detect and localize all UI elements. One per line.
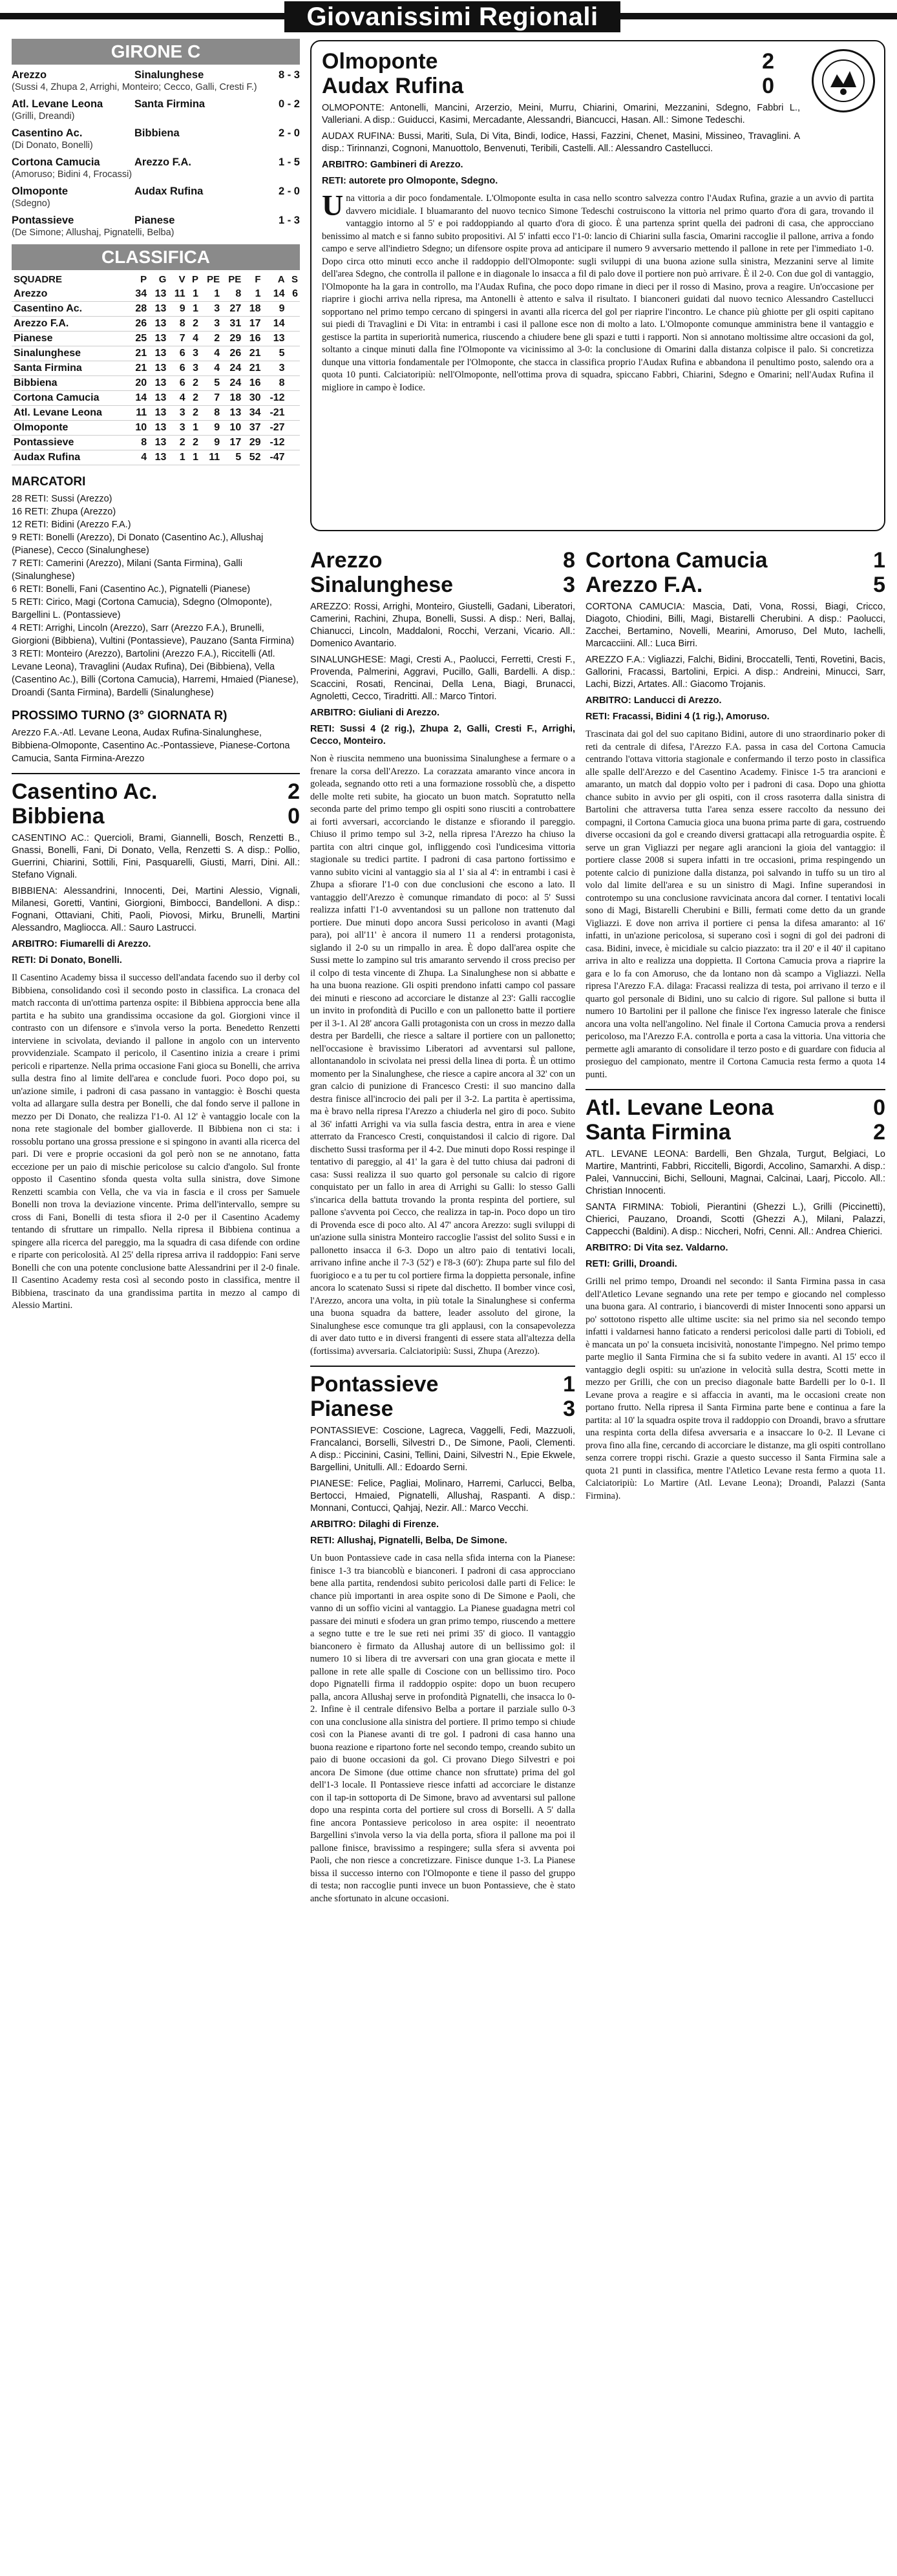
result-row — [12, 156, 300, 169]
table-cell: 2 — [187, 391, 200, 406]
table-cell: -12 — [263, 436, 287, 450]
table-cell: 9 — [200, 436, 222, 450]
table-cell: 16 — [243, 376, 262, 391]
match-header-audax — [322, 74, 774, 98]
article-body: Non è riuscita nemmeno una buonissima Sinalunghese a fermare o a frenare la corsa dell'Arezzo. La corazzata amaranto vince ancora in goleada, segnando otto reti a una formazione rossoblù che, a dispetto delle molte reti subite, ha giocato un buon match. Sopratutto nella seconda parte del primo tempo gli ospiti sono riusciti a controbattere ai forti avversari, accorciando le distanze e sfiorando il pareggio. Chiuso il primo tempo sul 3-2, nella ripresa l'Arezzo ha chiuso la partita con altri cinque gol, infliggendo così l'undicesima vittoria stagionale su tredici partite. I padroni di casa partono fortissimo e vanno subito vicini al vantaggio sia al 1' sia al 4': in entrambi i casi è Zhupa a sfiorare l'1-0 con due conclusioni che escono a lato. Il vantaggio dell'Arezzo è comunque rimandato di poco: al 5' Sussi realizza infatti l'1-0 avventandosi su un pallone non trattenuto dal portiere. Due minuti dopo ancora Sussi pericoloso in avanti (Magi para), poi all'11' è ancora il numero 11 a rendersi protagonista, siglando il 2-0 su un rimpallo in area. È dopo dall'area ospite che Sussi mette lo zampino sul tris amaranto servendo il cross preciso per il colpo di testa vincente di Zhupa. La Sinalunghese non si abbatte e ha una buona reazione. Gli ospiti prendono infatti campo col passare dei minuti e riescono ad accorciare le distanze al 23': Galli raccoglie un invito in profondità di Pucillo e con un pallonetto batte il portiere per il 3-1. Al 28' ancora Galli protagonista con un cross in mezzo dalla destra per Bardelli, che riesce a saltare il portiere con un pallonetto; nell'occasione è bravissimo Liberatori ad avventarsi sul pallone, allontanandolo in scivolata nei pressi della linea di porta. È un ottimo momento per la Sinalunghese, che riesce a capire ancora al 32' con un gran calcio di punizione di Francesco Cresti: il suo mancino dalla destra finisce all'incrocio dei pali per il 3-2. La partita è apertissima, ma è bravo nella ripresa l'Arezzo a chiuderla nel giro di poco. Subito al 36' infatti Arrighi va via sulla fascia destra, entra in area e viene atterrato da Francesco Cresti, conquistandosi il calcio di rigore. Dal dischetto Sussi trasforma per il 4-2. Due minuti dopo Rossi respinge il tentativo di pareggio, al 41' la gara è del tutto chiusa dai padroni di casa: Sussi realizza il suo quarto gol personale su calcio di rigore conquistato per un fallo in area di Arrighi su Galli: lo stesso Galli s'incarica della battuta trovando la pronta respinta del portiere, sul pallone s'avventa poi Cecco, che realizza in tap-in. Poco dopo un tiro di Provenda esce di poco alto. Al 47' ancora Arezzo: sugli sviluppi di un'azione sulla sinistra Monteiro raccoglie l'assist del solito Sussi e in pallonetto insacca il 6-3. Dopo un altro paio di tentativi locali, arrivano infine anche il 7-3 (52') e l'8-3 (60'): Zhupa parte sul filo del fuorigioco e a tu per tu col portiere firma la doppietta personale, infine ancora lo scatenato Sussi si ripete dal dischetto. Il bomber vince così, l'Arezzo, ancora una volta, in più totale la Sinalunghese si conferma una buona squadra da battere, leader assoluto del girone, la Sinalunghese esce comunque tra gli applausi, con la consapevolezza di aver dato tutto e in diversi frangenti di essere stata all'altezza della (fortissima) avversaria. Calciatoripiù: Sussi, Zhupa (Arezzo). — [310, 754, 575, 1357]
lineup-home: CORTONA CAMUCIA: Mascia, Dati, Vona, Rossi, Biagi, Cricco, Diagoto, Chiodini, Billi, Magi, Bistarelli Cherubini. A disp.: Paolucci, Zacchei, Bertamino, Novelli, Mearini, Amoruso, Del Muto, Iachelli, Marcacciini. All.: Luca Birri. — [586, 602, 885, 649]
result-away: Arezzo F.A. — [134, 156, 192, 168]
table-cell: 18 — [243, 302, 262, 317]
table-cell: 9 — [168, 302, 187, 317]
column-left — [12, 39, 300, 1313]
table-cell: 13 — [149, 391, 168, 406]
table-cell: 14 — [129, 391, 149, 406]
standings-header — [12, 273, 300, 287]
home-team: Atl. Levane Leona — [586, 1095, 774, 1120]
standings-header-cell: P — [191, 274, 198, 285]
table-cell: 4 — [187, 332, 200, 346]
table-cell: 8 — [200, 406, 222, 421]
standings-header-cell: PE — [207, 274, 220, 285]
table-cell: Casentino Ac. — [12, 302, 129, 317]
result-score: 1 - 3 — [278, 215, 300, 226]
classifica-title: CLASSIFICA — [12, 244, 300, 270]
away-score: 0 — [288, 804, 300, 829]
table-cell: 2 — [200, 332, 222, 346]
result-row — [12, 69, 300, 81]
result-away: Bibbiena — [134, 127, 180, 139]
lineup-home: PONTASSIEVE: Coscione, Lagreca, Vaggelli, Fedi, Mazzuoli, Francalanci, Borselli, Silvestri D., De Simone, Paoli, Clementi. A disp.: Piccinini, Casini, Tellini, Daini, Silvestri N., Epie Ekwele, Bargellini, Unitulli. All.: Edoardo Serni. — [310, 1426, 575, 1473]
result-away: Pianese — [134, 215, 175, 226]
banner-title: Giovanissimi Regionali — [284, 1, 620, 32]
scorer-line: 16 RETI: Zhupa (Arezzo) — [12, 507, 116, 517]
home-team: Arezzo — [310, 548, 383, 573]
goals: RETI: Di Donato, Bonelli. — [12, 955, 122, 966]
table-cell: 21 — [129, 346, 149, 361]
table-cell: 10 — [222, 421, 243, 436]
match-header-pianese — [310, 1397, 575, 1421]
table-cell: 4 — [129, 450, 149, 465]
article-body: Una vittoria a dir poco fondamentale. L'Olmoponte esulta in casa nello scontro salvezza contro l'Audax Rufina, grazie a un avvio di partita davvero micidiale. I bluamaranto del nuovo tecnico Simone Tedeschi costruiscono la vittoria nel primo quarto d'ora di gara, trovando il vantaggio intorno al 5' e poi raddoppiando al quarto d'ora di gioco. È una partenza sprint quella dei padroni di casa, che approcciano benissimo al match e si fanno subito propositivi. Al 5' infatti ecco l'1-0: lancio di Chiarini sulla fascia, Omarini raccoglie il pallone, arriva a fondo campo e serve all'indietro Sdegno; un difensore ospite prova ad anticipare il numero 9 avversario mettendo il pallone in rete per l'immediato 1-0. Dopo circa otto minuti ecco anche il raddoppio dell'Olmoponte: sugli sviluppi di una buona azione sulla sinistra, Mezzanini serve al limite dell'area Sdegno, che controlla il pallone e in diagonale lo insacca a fil di palo dove il portiere non può arrivare. È il 2-0. Con due gol di vantaggio, l'Olmoponte ha la gara in controllo, ma l'Audax Rufina, che poco dopo rimane in dieci per il rosso di Masino, prova a reagire. Un'occasione per riaprire i giochi arriva nella ripresa, ma Antonelli è attento e salva il risultato. I bianconeri guidati dal nuovo tecnico Alessandro Castellucci sopportano nel primo tempo cercano di spingersi in avanti alla ricerca del gol per riaprire l'incontro. Le chance più ghiotte per gli ospiti capitano sui piedi di Travaglini e Di Vita: in entrambi i casi il pallone esce non di molto a lato. L'Olmoponte comunque amministra bene il vantaggio e gestisce la partita in superiorità numerica, riuscendo a chiudere bene gli spazi e tutti i rapporti. Non si annotano moltissime altre occasioni da gol, soltanto a cinque minuti dalla fine l'Olmoponte va vicinissimo al 3-0: la conclusione di Omarini dalla distanza colpisce il palo. Si concretizza dunque una vittoria fondamentale per l'Olmoponte, che stacca in classifica proprio l'Audax Rufina e abbandona il penultimo posto, salendo ora a quota 10 punti. Calciatoripiù: nell'Olmoponte, nell'ottima prova di squadra, spiccano Fabbri, Chiarini, Sdegno e Omarini; nell'Audax Rufina il migliore in campo è Iodice. — [322, 189, 874, 393]
table-cell: 11 — [200, 450, 222, 465]
standings-header-cell: V — [178, 274, 185, 285]
table-row — [12, 302, 300, 317]
lineup-home: OLMOPONTE: Antonelli, Mancini, Arzerzio, Meini, Murru, Chiarini, Omarini, Mezzanini, Sdegno, Fabbri L., Valleriani. A disp.: Guiducci, Kasimi, Mercadante, Alessandri, Biancucci, Hasan. All.: Simone Tedeschi. — [322, 103, 800, 125]
table-cell: 8 — [222, 287, 243, 302]
home-team: Pontassieve — [310, 1372, 439, 1397]
divider — [310, 1366, 575, 1367]
table-cell: 4 — [200, 361, 222, 376]
goals: RETI: Sussi 4 (2 rig.), Zhupa 2, Galli, Cresti F., Arrighi, Cecco, Monteiro. — [310, 724, 575, 746]
table-cell: 1 — [200, 287, 222, 302]
table-row — [12, 346, 300, 361]
scorer-line: 28 RETI: Sussi (Arezzo) — [12, 494, 112, 504]
standings-header-cell: P — [140, 274, 147, 285]
scorer-line: 6 RETI: Bonelli, Fani (Casentino Ac.), Pignatelli (Pianese) — [12, 584, 251, 595]
table-cell: 21 — [129, 361, 149, 376]
table-cell: -27 — [263, 421, 287, 436]
table-cell: 1 — [243, 287, 262, 302]
table-cell: 17 — [243, 317, 262, 332]
table-row — [12, 361, 300, 376]
result-home: Casentino Ac. — [12, 127, 83, 139]
lineup-home: CASENTINO AC.: Quercioli, Brami, Giannelli, Bosch, Renzetti B., Gnassi, Bonelli, Fani, Di Donato, Vella, Renzetti S. A disp.: Pollio, Guerrini, Chiarini, Sottili, Fini, Pasquarelli, Giusti, Marri, Dini. All.: Stefano Vignali. — [12, 833, 300, 880]
article-body: Un buon Pontassieve cade in casa nella sfida interna con la Pianese: finisce 1-3 tra biancoblù e bianconeri. I padroni di casa approcciano bene alla partita, rendendosi subito pericolosi dalle parti di Felice: le chance più importanti in area ospite sono di De Simone e Paoli, che vanno di un soffio vicini al vantaggio. La Pianese guadagna metri col passare dei minuti e sfodera un gran primo tempo, riuscendo a mettere a segno tutte e tre le sue reti nei primi 35' di gioco. Il vantaggio bianconero è firmato da Allushaj autore di un bellissimo gol: il numero 10 si libera di tre avversari con una gran giocata e mette il pallone in rete alle spalle di Coscione con un bellissimo tiro. Poco dopo Pignatelli firma il raddoppio ospite: dopo un buon recupero palla, ancora Allushaj serve in profondità Pignatelli, che insacca lo 0-2. Infine è il centrale difensivo Belba a portare il parziale sullo 0-3 con una conclusione alla sinistra del portiere. Il primo tempo si chiude così con la Pianese avanti di tre gol. I padroni di casa hanno una buona reazione e ripartono forte nel secondo tempo, creando subito un paio di buone occasioni da gol. Ci provano Diego Silvestri e poi ancora De Simone (due ottime chance non sfruttate) prima del gol dell'1-3 locale. Il Pontassieve riesce infatti ad accorciare le distanze con il tap-in sottoporta di De Simone, bravo ad avventarsi sul pallone dopo una respinta corta del portiere sul cross di Borselli. A 5' dalla fine ancora Pontassieve pericoloso in area ospite: il neoentrato Bargellini s'invola verso la via della porta, sfiora il pallone ma poi il pallone finisce, bravissimo a respingere; sulla sfera si avventa poi Paoli, che non riesce a concretizzare. Finisce dunque 1-3. La Pianese bissa il successo interno con l'Olmoponte e tiene il passo del gruppo di testa; non raccoglie punti invece un buon Pontassieve, che è stato anche sfortunato in alcune occasioni. — [310, 1553, 575, 1904]
away-score: 3 — [563, 573, 575, 597]
table-cell: 2 — [187, 406, 200, 421]
scorer-line: 9 RETI: Bonelli (Arezzo), Di Donato (Casentino Ac.), Allushaj (Pianese), Cecco (Sinalunghese) — [12, 533, 264, 556]
away-team: Pianese — [310, 1397, 394, 1421]
result-away: Audax Rufina — [134, 185, 204, 197]
table-row — [12, 317, 300, 332]
match-header-levane — [586, 1095, 885, 1120]
table-cell: 5 — [200, 376, 222, 391]
goals: RETI: Allushaj, Pignatelli, Belba, De Simone. — [310, 1536, 507, 1546]
result-scorers: (Di Donato, Bonelli) — [12, 140, 93, 151]
table-cell: 11 — [168, 287, 187, 302]
standings-header-cell: S — [291, 274, 298, 285]
match-header-pontassieve — [310, 1372, 575, 1397]
table-cell: 24 — [222, 376, 243, 391]
result-row — [12, 185, 300, 198]
result-home: Arezzo — [12, 69, 47, 81]
goals: RETI: Grilli, Droandi. — [586, 1259, 677, 1269]
article-body: Grilli nel primo tempo, Droandi nel secondo: il Santa Firmina passa in casa dell'Atletico Levane segnando una rete per tempo e giocando nel complesso una buona gara. Al contrario, i biancoverdi di mister Innocenti sono apparsi un po' sottotono rispetto alle ultime uscite: sia nel primo sia nel secondo tempo infatti i valdarnesi hanno faticato a rendersi pericolosi dalle parti di Tobioli, ed è mancata un po' la consueta incisività, nonostante l'impegno. Nel primo tempo parte meglio il Santa Firmina che si fa subito vedere in avanti. Al 15' ecco il vantaggio degli ospiti: su un'azione in velocità sulla destra, Scotti mette in mezzo per Grilli, che con un preciso diagonale batte Bardelli per lo 0-1. Il Levane prova a reagire e si affaccia in avanti, ma le occasioni create non portano frutto. Nella ripresa il Santa Firmina parte bene e continua a fare la partita: al 10' la squadra ospite trova il raddoppio con Droandi, bravo a sfruttare una respinta corta della difesa avversaria e a insaccare lo 0-2. Il Levane ci prova fino alla fine, cercando di accorciare le distanze, ma gli ospiti controllano senza correre troppi rischi. Grazie a questo successo il Santa Firmina sale a quota 21 punti in classifica, mentre l'Atletico Levane resta fermo a quota 11. Calciatoripiù: Lo Martire (Atl. Levane Leona); Droandi, Palazzi (Santa Firmina). — [586, 1276, 885, 1501]
referee: ARBITRO: Giuliani di Arezzo. — [310, 708, 440, 718]
lineup-home: AREZZO: Rossi, Arrighi, Monteiro, Giustelli, Gadani, Liberatori, Camerini, Rachini, Zhupa, Bonelli, Sussi. A disp.: Neri, Ballaj, Chianucci, Lincoln, Maddaloni, Rocchi, Verzani, Vicario. All.: Domenico Avantario. — [310, 602, 575, 649]
table-cell: 3 — [187, 361, 200, 376]
table-cell: 26 — [129, 317, 149, 332]
home-team: Casentino Ac. — [12, 779, 158, 804]
table-cell: 3 — [200, 302, 222, 317]
table-cell: 4 — [200, 346, 222, 361]
result-score: 2 - 0 — [278, 127, 300, 139]
table-cell: 4 — [168, 391, 187, 406]
table-cell: Olmoponte — [12, 421, 129, 436]
result-scorers: (Grilli, Dreandi) — [12, 111, 75, 121]
table-cell: 13 — [149, 332, 168, 346]
home-score: 1 — [563, 1372, 575, 1397]
lineup-away: SANTA FIRMINA: Tobioli, Pierantini (Ghezzi L.), Grilli (Piccinetti), Chierici, Pauzano, Droandi, Scotti (Ghezzi A.), Milani, Palazzi, Cappecchi (Baldini). A disp.: Niccheri, Nofri, Cenni. All.: Andrea Chierici. — [586, 1202, 885, 1237]
table-cell — [287, 332, 300, 346]
table-cell: 11 — [129, 406, 149, 421]
table-cell: -12 — [263, 391, 287, 406]
result-scorers: (De Simone; Allushaj, Pignatelli, Belba) — [12, 227, 174, 238]
scorers-list — [12, 492, 300, 699]
table-cell: 1 — [187, 421, 200, 436]
referee: ARBITRO: Landucci di Arezzo. — [586, 695, 722, 706]
result-home: Atl. Levane Leona — [12, 98, 103, 110]
result-away: Sinalunghese — [134, 69, 204, 81]
table-cell: 8 — [168, 317, 187, 332]
away-score: 3 — [563, 1397, 575, 1421]
result-row — [12, 214, 300, 227]
result-home: Cortona Camucia — [12, 156, 100, 168]
table-cell — [287, 406, 300, 421]
table-cell: Pontassieve — [12, 436, 129, 450]
away-score: 5 — [873, 573, 885, 597]
referee: ARBITRO: Gambineri di Arezzo. — [322, 160, 463, 170]
table-cell: 9 — [200, 421, 222, 436]
table-cell: 8 — [263, 376, 287, 391]
table-row — [12, 287, 300, 302]
scorer-line: 3 RETI: Monteiro (Arezzo), Bartolini (Arezzo F.A.), Riccitelli (Atl. Levane Leona), Travaglini (Audax Rufina), Dei (Bibbiena), Vella (Casentino Ac.), Billi (Cortona Camucia), Harremi, Hmaied (Pianese), Droandi (Santa Firmina), Bardelli (Sinalunghese) — [12, 649, 299, 698]
away-team: Sinalunghese — [310, 573, 454, 597]
table-cell: 1 — [187, 450, 200, 465]
table-cell: 5 — [222, 450, 243, 465]
lineup-away: AUDAX RUFINA: Bussi, Mariti, Sula, Di Vita, Bindi, Iodice, Hassi, Fazzini, Chenet, Masini, Missineo, Travaglini. A disp.: Tirinnanzi, Cognoni, Manuottolo, Benvenuti, Teribili, Castelli. All.: Alessandro Castellucci. — [322, 131, 800, 154]
result-row — [12, 98, 300, 111]
table-row — [12, 450, 300, 465]
table-cell: 37 — [243, 421, 262, 436]
goals: RETI: Fracassi, Bidini 4 (1 rig.), Amoruso. — [586, 712, 770, 722]
table-cell: 31 — [222, 317, 243, 332]
table-cell: Sinalunghese — [12, 346, 129, 361]
results-list — [12, 69, 300, 239]
table-cell: 1 — [187, 302, 200, 317]
result-row — [12, 127, 300, 140]
table-cell: 7 — [200, 391, 222, 406]
match-header-bibbiena — [12, 804, 300, 829]
table-cell: 2 — [187, 317, 200, 332]
home-team: Olmoponte — [322, 49, 438, 74]
away-team: Santa Firmina — [586, 1120, 731, 1145]
result-home: Pontassieve — [12, 215, 74, 226]
lineup-home: ATL. LEVANE LEONA: Bardelli, Ben Ghzala, Turgut, Belgiaci, Lo Martire, Mantrinti, Fabbri, Riccitelli, Bigordi, Accolino, Samarxhi. A disp.: Palei, Vannuccini, Bichi, Sellouni, Magnai, Calcinai, Laarj, Piccolo. All.: Christian Innocenti. — [586, 1149, 885, 1196]
table-cell — [287, 376, 300, 391]
table-cell: 2 — [187, 376, 200, 391]
table-cell: 13 — [149, 346, 168, 361]
home-score: 0 — [873, 1095, 885, 1120]
table-cell: Bibbiena — [12, 376, 129, 391]
lineup-away: PIANESE: Felice, Pagliai, Molinaro, Harremi, Carlucci, Belba, Bertocci, Hmaied, Pignatelli, Allushaj, Raspanti. A disp.: Monnani, Contucci, Qahjaj, Nezir. All.: Marco Vecchi. — [310, 1479, 575, 1514]
table-cell: 34 — [243, 406, 262, 421]
table-cell: 13 — [149, 302, 168, 317]
table-cell: 2 — [187, 436, 200, 450]
table-cell: 29 — [222, 332, 243, 346]
table-cell: 13 — [222, 406, 243, 421]
table-cell: 13 — [149, 376, 168, 391]
away-team: Bibbiena — [12, 804, 105, 829]
table-cell: 3 — [263, 361, 287, 376]
table-cell: Atl. Levane Leona — [12, 406, 129, 421]
lineup-away: SINALUNGHESE: Magi, Cresti A., Paolucci, Ferretti, Cresti F., Provenda, Palmerini, Aggravi, Pucillo, Galli, Bardelli. A disp.: Scaccini, Rosati, Rencinai, Della Lena, Biagi, Brunacci, Agnoletti, Cecco, Tiradritti. All.: Marco Tintori. — [310, 655, 575, 702]
table-cell: 10 — [129, 421, 149, 436]
match-header-sinalunghese — [310, 573, 575, 597]
table-row — [12, 421, 300, 436]
table-cell: 21 — [243, 346, 262, 361]
table-cell — [287, 450, 300, 465]
match-header-arezzo-fa — [586, 573, 885, 597]
column-right — [586, 548, 885, 1503]
prossimo-text: Arezzo F.A.-Atl. Levane Leona, Audax Rufina-Sinalunghese, Bibbiena-Olmoponte, Casentino Ac.-Pontassieve, Pianese-Cortona Camucia, Santa Firmina-Arezzo — [12, 728, 290, 764]
table-cell: 14 — [263, 317, 287, 332]
home-score: 2 — [288, 779, 300, 804]
divider — [586, 1089, 885, 1090]
goals: RETI: autorete pro Olmoponte, Sdegno. — [322, 176, 498, 186]
match-header-santa-firmina — [586, 1120, 885, 1145]
scorer-line: 12 RETI: Bidini (Arezzo F.A.) — [12, 520, 131, 530]
home-score: 2 — [762, 49, 774, 74]
table-cell: 27 — [222, 302, 243, 317]
divider — [12, 773, 300, 774]
standings-header-cell: G — [158, 274, 167, 285]
table-cell: 24 — [222, 361, 243, 376]
match-header-casentino — [12, 779, 300, 804]
club-logo-icon — [812, 49, 875, 112]
table-cell: 13 — [149, 361, 168, 376]
table-cell: 20 — [129, 376, 149, 391]
marcatori-title: MARCATORI — [12, 475, 86, 489]
table-cell: 8 — [129, 436, 149, 450]
result-scorers: (Amoruso; Bidini 4, Frocassi) — [12, 169, 132, 180]
section-banner — [0, 0, 897, 34]
referee: ARBITRO: Di Vita sez. Valdarno. — [586, 1243, 728, 1253]
table-cell: 13 — [149, 436, 168, 450]
lineup-away: AREZZO F.A.: Vigliazzi, Falchi, Bidini, Broccatelli, Tenti, Rovetini, Bacis, Gallorini, Fracassi, Bartolini, Erpici. A disp.: Andreini, Minucci, Sarr, Lachi, Bizzi, Artates. All.: Giacomo Trojanis. — [586, 655, 885, 690]
table-cell: 2 — [168, 436, 187, 450]
table-cell — [287, 317, 300, 332]
table-cell: 6 — [168, 361, 187, 376]
table-cell: 18 — [222, 391, 243, 406]
result-score: 1 - 5 — [278, 156, 300, 168]
match-header-olmoponte — [322, 49, 774, 74]
table-cell: -21 — [263, 406, 287, 421]
table-cell: 13 — [149, 450, 168, 465]
column-middle — [310, 548, 575, 1905]
table-cell: 5 — [263, 346, 287, 361]
table-cell: 28 — [129, 302, 149, 317]
table-cell: 3 — [187, 346, 200, 361]
table-cell: 3 — [200, 317, 222, 332]
away-score: 0 — [762, 74, 774, 98]
table-row — [12, 406, 300, 421]
table-cell — [287, 361, 300, 376]
table-row — [12, 436, 300, 450]
table-cell: 13 — [263, 332, 287, 346]
table-cell: 14 — [263, 287, 287, 302]
table-cell: 17 — [222, 436, 243, 450]
table-cell: 1 — [168, 450, 187, 465]
home-score: 8 — [563, 548, 575, 573]
table-cell: -47 — [263, 450, 287, 465]
table-cell: Santa Firmina — [12, 361, 129, 376]
home-score: 1 — [873, 548, 885, 573]
article-body: Il Casentino Academy bissa il successo dell'andata facendo suo il derby col Bibbiena, consolidando così il secondo posto in classifica. La cronaca del match racconta di un'ottima partenza ospite: il Bibbiena approccia bene alla partita e ha subito una grandissima occasione da gol. Giorgioni vince il contrasto con un difensore e s'invola verso la porta. Benedetto Renzetti interviene in scivolata, deviando il pallone in angolo con un intervento provvidenziale. Scampato il pericolo, il Casentino inizia a creare i primi pericoli e ripartenze. Nella prima occasione Fani gioca su Bonelli, che arriva sulla destra fino al limite dell'area e conclude fuori. Poco dopo poi, su un'azione simile, i padroni di casa passano in vantaggio: è Boschi questa volta ad allargare sulla destra per Bonelli, che dal fondo serve il pallone in mezzo per Di Donato, che realizza l'1-0. Al 12' è vantaggio locale con la nona rete stagionale del bomber gialloverde. Il Bibbiena non ci sta: i rossoblu portano una grossa pressione e si spingono in avanti alla ricerca del pari. Di vere e proprie occasioni da gol però non se ne annotano, fatta eccezione per un paio di mischie pericolose su calcio d'angolo. Sul fronte opposto il Casentino sfonda questa volta sulla sinistra, dove Simone Renzetti scambia con Vella, che va via in fascia e il cross per Samuele Bonelli non trova la deviazione vincente. Prima dell'intervallo, sempre su cross di Fani, Bonelli di testa sfiora il 2-0 per il Casentino Academy tentando di sfruttare un rimpallo. Nella ripresa il Bibbiena continua a spingere alla ricerca del pareggio, ma la squadra di casa difende con ordine e riparte con pericolosità. Al 25' della ripresa arriva il raddoppio: Fani serve Bonelli che con una potente conclusione batte Alessandrini per il 2-0 finale. Il Casentino Academy resta così al secondo posto in classifica, mentre il Bibbiena, trascinato da una grandissima partita in mezzo al campo di Alessio Martini. — [12, 973, 300, 1311]
table-cell — [287, 391, 300, 406]
table-cell — [287, 421, 300, 436]
scorer-line: 7 RETI: Camerini (Arezzo), Milani (Santa Firmina), Galli (Sinalunghese) — [12, 558, 242, 582]
table-cell: 13 — [149, 406, 168, 421]
table-cell: Pianese — [12, 332, 129, 346]
standings-table — [12, 273, 300, 465]
standings-header-cell: PE — [228, 274, 242, 285]
table-cell: 25 — [129, 332, 149, 346]
standings-header-cell: F — [255, 274, 261, 285]
standings-body — [12, 287, 300, 465]
girone-title: GIRONE C — [12, 39, 300, 65]
prossimo-title: PROSSIMO TURNO (3° GIORNATA R) — [12, 709, 227, 723]
result-score: 8 - 3 — [278, 69, 300, 81]
result-away: Santa Firmina — [134, 98, 206, 110]
result-scorers: (Sussi 4, Zhupa 2, Arrighi, Monteiro; Cecco, Galli, Cresti F.) — [12, 82, 257, 92]
table-cell: Cortona Camucia — [12, 391, 129, 406]
table-cell: 6 — [168, 376, 187, 391]
result-home: Olmoponte — [12, 185, 69, 197]
scorer-line: 4 RETI: Arrighi, Lincoln (Arezzo), Sarr (Arezzo F.A.), Brunelli, Giorgioni (Bibbiena), Vultini (Pontassieve), Pauzano (Santa Firmina) — [12, 623, 295, 646]
table-cell: 34 — [129, 287, 149, 302]
home-team: Cortona Camucia — [586, 548, 768, 573]
table-cell: 1 — [187, 287, 200, 302]
standings-header-cell: A — [277, 274, 285, 285]
table-cell: Arezzo — [12, 287, 129, 302]
table-cell: 7 — [168, 332, 187, 346]
away-score: 2 — [873, 1120, 885, 1145]
table-cell: 13 — [149, 317, 168, 332]
table-cell: 29 — [243, 436, 262, 450]
table-cell: 21 — [243, 361, 262, 376]
scorer-line: 5 RETI: Cirico, Magi (Cortona Camucia), Sdegno (Olmoponte), Bargellini L. (Pontassieve) — [12, 597, 272, 620]
table-row — [12, 391, 300, 406]
table-cell: 13 — [149, 287, 168, 302]
table-cell: 13 — [149, 421, 168, 436]
table-cell: Audax Rufina — [12, 450, 129, 465]
referee: ARBITRO: Fiumarelli di Arezzo. — [12, 939, 151, 949]
table-cell: 16 — [243, 332, 262, 346]
table-cell: 3 — [168, 421, 187, 436]
lineup-away: BIBBIENA: Alessandrini, Innocenti, Dei, Martini Alessio, Vignali, Milanesi, Goretti, Vantini, Giorgioni, Bimbocci, Bandelloni. A disp.: Fognani, Ottaviani, Chiti, Paoli, Piovosi, Mirku, Brunelli, Martini Alessandro, Magliocca. All.: Sauro Lastrucci. — [12, 886, 300, 933]
away-team: Arezzo F.A. — [586, 573, 703, 597]
table-cell: Arezzo F.A. — [12, 317, 129, 332]
table-cell: 26 — [222, 346, 243, 361]
table-cell: 3 — [168, 406, 187, 421]
table-cell — [287, 302, 300, 317]
match-header-arezzo — [310, 548, 575, 573]
result-score: 2 - 0 — [278, 185, 300, 197]
table-cell: 9 — [263, 302, 287, 317]
result-score: 0 - 2 — [278, 98, 300, 110]
table-row — [12, 376, 300, 391]
result-scorers: (Sdegno) — [12, 198, 50, 209]
table-cell: 30 — [243, 391, 262, 406]
table-cell — [287, 346, 300, 361]
referee: ARBITRO: Dilaghi di Firenze. — [310, 1519, 439, 1530]
standings-header-cell: SQUADRE — [14, 274, 63, 285]
article-body: Trascinata dai gol del suo capitano Bidini, autore di uno straordinario poker di reti da centrale di difesa, l'Arezzo F.A. passa in casa del Cortona Camucia centrando l'ottava vittoria stagionale e confermando il terzo posto in classifica alle spalle dell'Arezzo e del Casentino Academy. Finisce 1-5 tra arancioni e amaranto, un match dal doppio volto per i padroni di casa. Dopo una ghiotta chance subito in avvio per gli ospiti, con il cross rasoterra dalla sinistra di Bartolini che attraversa tutta l'area senza essere raccolto da nessuno dei compagni, il Cortona Camucia gioca una buona prima parte di gara, costruendo diverse occasioni da gol e creando diversi grattacapi alla retroguardia ospite. È serve un gran Vigliazzi per negare agli arancioni la gioia del vantaggio: il portiere classe 2008 si supera infatti in tre occasioni, prima respingendo un potente calcio di punizione dalla distanza, poi salvando in tuffo su un tiro al volo dal limite dell'area e su un sinistro di Magi. Infine superandosi in controtempo su una conclusione ravvicinata ancora dal corner. I tentativi locali sono di Magi, Bistarelli Cherubini e Billi, fermati come detto da un grande Vigliazzi. E dove non arriva il portiere ci pensa la difesa amaranto: al 16' infatti, in un'azione pericolosa, si superano così i sogni di gol dei padroni di casa. Bidini, invece, è micidiale su calcio piazzato: tra il 20' e il 40' il capitano arriva in alto e realizza una doppietta. Il Cortona Camucia prova a riaprire la gara e lo fa con Amoruso, che da lontano non dà scampo a Vigliazzi. Nella ripresa l'Arezzo F.A. dilaga: Fracassi realizza di testa, poi arrivano il terzo e il quarto gol personale di Bidini, uno su calcio di rigore. Sul pallone si butta il numero 10 Bartolini per il pallone che finisce l'ex ingresso laterale che finisce ancora una volta nell'angolino. Nel finale il Cortona Camucia prova a rendersi pericoloso, ma l'Arezzo F.A. controlla e porta a casa la vittoria. Una vittoria che permette agli amaranto di consolidare il terzo posto e di guardare con fiducia al prosieguo del campionato, mentre il Cortona Camucia resta fermo a quota 14 punti. — [586, 729, 885, 1080]
table-row — [12, 332, 300, 346]
table-cell: 6 — [287, 287, 300, 302]
table-cell: 52 — [243, 450, 262, 465]
table-cell — [287, 436, 300, 450]
table-cell: 6 — [168, 346, 187, 361]
match-header-cortona — [586, 548, 885, 573]
away-team: Audax Rufina — [322, 74, 464, 98]
featured-match-box — [310, 40, 885, 531]
